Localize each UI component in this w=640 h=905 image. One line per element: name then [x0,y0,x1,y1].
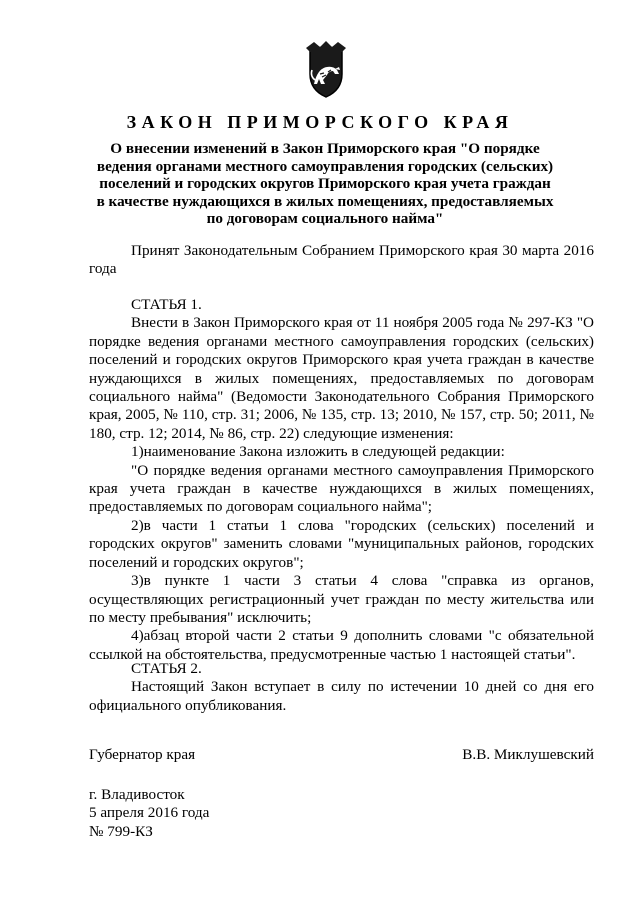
law-subtitle: О внесении изменений в Закон Приморского края "О порядке ведения органами местного самоуправления городских (сельских) поселений и городских округов Приморского края учета граждан в качестве нуждающихся в жилых помещениях, предоставляемых по договорам социального найма" [96,140,554,228]
article-1-intro: Внести в Закон Приморского края от 11 ноября 2005 года № 297-КЗ "О порядке ведения органами местного самоуправления городских (сельских) поселений и городских округов Приморского края учета граждан в качестве нуждающихся в жилых помещениях, предоставляемых по договорам социального найма" (Ведомости Законодательного Собрания Приморского края, 2005, № 110, стр. 31; 2006, № 135, стр. 13; 2010, № 157, стр. 50; 2011, № 180, стр. 12; 2014, № 86, стр. 22) следующие изменения: [89,314,594,442]
signer-name: В.В. Миклушевский [462,746,594,763]
primorsky-krai-coat-of-arms-icon [302,40,350,100]
article-1-item-2: 2)в части 1 статьи 1 слова "городских (сельских) поселений и городских округов" заменить словами "муниципальных районов, городских поселений и городских округов"; [89,516,594,571]
issue-details [89,786,209,841]
article-1-item-4: 4)абзац второй части 2 статьи 9 дополнить словами "с обязательной ссылкой на обстоятельства, предусмотренные частью 1 настоящей статьи". [89,627,594,663]
article-1-item-1: 1)наименование Закона изложить в следующей редакции: [131,443,505,461]
signer-position: Губернатор края [89,746,196,763]
law-title: ЗАКОН ПРИМОРСКОГО КРАЯ [126,112,514,132]
article-1-item-3: 3)в пункте 1 части 3 статьи 4 слова "справка из органов, осуществляющих регистрационный учет граждан по месту жительства или по месту пребывания" исключить; [89,572,594,626]
article-1-heading: СТАТЬЯ 1. [131,296,202,313]
article-1-item-1-quote: "О порядке ведения органами местного самоуправления Приморского края учета граждан в качестве нуждающихся в жилых помещениях, предоставляемых по договорам социального найма"; [89,461,594,516]
issue-city: г. Владивосток [89,786,185,803]
article-2-heading: СТАТЬЯ 2. [131,660,202,677]
law-number: № 799-КЗ [89,822,153,840]
article-2 [89,660,594,715]
article-2-text: Настоящий Закон вступает в силу по истечении 10 дней со дня его официального опубликования. [89,678,594,714]
article-1 [89,296,594,664]
adopted-text: Принят Законодательным Собранием Приморского края 30 марта 2016 года [89,242,594,278]
issue-date: 5 апреля 2016 года [89,804,210,822]
adopted-note [89,242,594,279]
